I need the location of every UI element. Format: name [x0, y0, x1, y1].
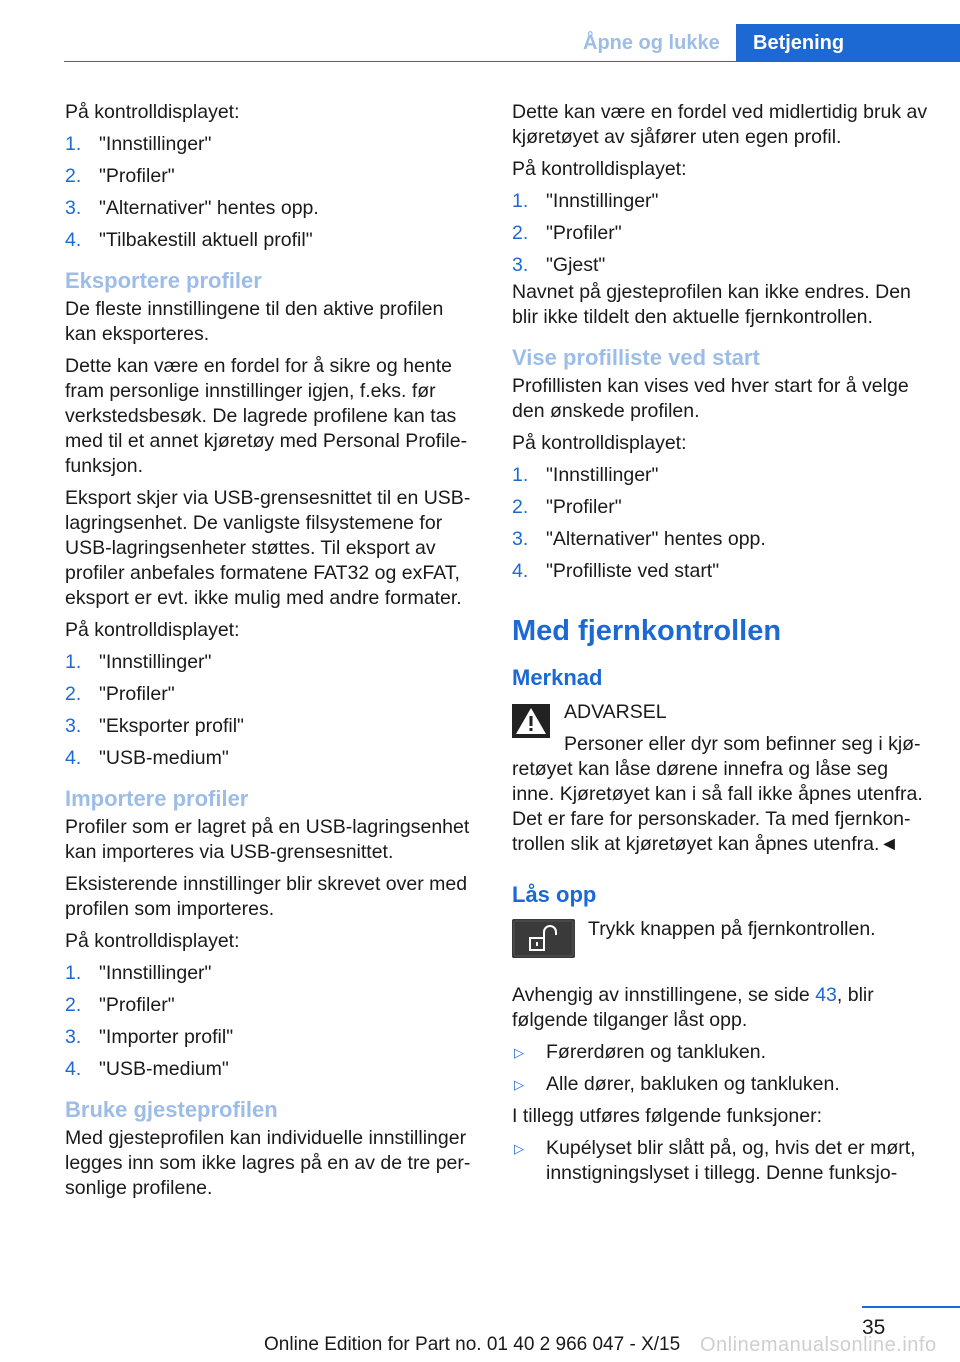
triangle-bullet-icon: ▷	[514, 1045, 524, 1060]
start-paragraph: På kontrolldisplayet:	[512, 432, 687, 454]
unlock-button-icon	[512, 919, 575, 958]
header-section-title[interactable]: Åpne og lukke	[583, 31, 720, 54]
page-header	[0, 0, 960, 62]
list-item: 2. "Profiler"	[65, 165, 175, 187]
unlock-heading: Lås opp	[512, 882, 597, 907]
list-item: 1. "Innstillinger"	[65, 651, 212, 673]
list-item: 2. "Profiler"	[512, 496, 622, 518]
page-number: 35	[862, 1316, 886, 1339]
export-heading: Eksportere profiler	[65, 268, 262, 293]
triangle-bullet-icon: ▷	[514, 1077, 524, 1092]
warning-label: ADVARSEL	[564, 701, 667, 723]
list-item: 3. "Alternativer" hentes opp.	[512, 528, 766, 550]
list-item: ▷ Førerdøren og tankluken.	[514, 1041, 767, 1063]
list-item: 3. "Eksporter profil"	[65, 715, 244, 737]
list-item: 3. "Importer profil"	[65, 1026, 234, 1048]
page-link[interactable]: 43	[815, 984, 837, 1006]
list-item: 1. "Innstillinger"	[65, 962, 212, 984]
unlock-instruction	[512, 917, 928, 965]
import-heading: Importere profiler	[65, 786, 249, 811]
guest-heading: Bruke gjesteprofilen	[65, 1097, 278, 1122]
watermark: Onlinemanualsonline.info	[700, 1334, 937, 1356]
list-item: 2. "Profiler"	[65, 683, 175, 705]
list-item: 4. "Tilbakestill aktuell profil"	[65, 229, 313, 251]
list-item: 4. "Profilliste ved start"	[512, 560, 720, 582]
start-heading: Vise profilliste ved start	[512, 345, 760, 370]
header-active-tab[interactable]: Betjening	[736, 24, 960, 62]
start-paragraph: Profillisten kan vises ved hver start for å velge den ønskede profilen.	[512, 375, 909, 422]
extra-paragraph: I tillegg utføres følgende funksjoner:	[512, 1105, 822, 1127]
intro-paragraph: På kontrolldisplayet:	[65, 101, 240, 123]
list-item: 3. "Alternativer" hentes opp.	[65, 197, 319, 219]
import-paragraph: Profiler som er lagret på en USB-lagringsenhet kan importeres via USB-grensesnittet.	[65, 816, 470, 863]
guest-paragraph: På kontrolldisplayet:	[512, 158, 687, 180]
list-item: 3. "Gjest"	[512, 254, 606, 276]
export-steps-list	[65, 650, 480, 771]
list-item: 1. "Innstillinger"	[65, 133, 212, 155]
export-paragraph: Dette kan være en fordel for å sikre og hente fram personlige innstillinger igjen, f.eks. før verkstedsbesøk. De lagrede profilene kan tas med til et annet kjøretøy med Personal Profile-funksjon.	[65, 355, 468, 477]
functions-list	[512, 1136, 928, 1186]
settings-steps-list	[65, 132, 480, 253]
export-paragraph: De fleste innstillingene til den aktive profilen kan eksporteres.	[65, 298, 444, 345]
list-item: ▷ Kupélyset blir slått på, og, hvis det er mørt, innstigningslyset i tillegg. Denne funksjo-	[514, 1137, 916, 1184]
list-item: 2. "Profiler"	[65, 994, 175, 1016]
note-heading: Merknad	[512, 665, 603, 690]
triangle-bullet-icon: ▷	[514, 1141, 524, 1156]
import-paragraph: Eksisterende innstillinger blir skrevet over med profilen som importeres.	[65, 873, 468, 920]
footer-rule	[862, 1306, 960, 1308]
import-steps-list	[65, 961, 480, 1082]
right-column	[512, 100, 928, 1196]
warning-box	[512, 700, 928, 857]
guest-paragraph: Navnet på gjesteprofilen kan ikke endres. Den blir ikke tildelt den aktuelle fjernkontrollen.	[512, 281, 911, 328]
warning-triangle-icon	[512, 704, 550, 738]
unlock-text: Trykk knappen på fjernkontrollen.	[588, 918, 876, 940]
list-item: 4. "USB-medium"	[65, 747, 229, 769]
header-rule	[64, 61, 960, 62]
edition-text: Online Edition for Part no. 01 40 2 966 047 - X/15	[264, 1334, 681, 1355]
list-item: 1. "Innstillinger"	[512, 190, 659, 212]
list-item: 1. "Innstillinger"	[512, 464, 659, 486]
guest-steps-list	[512, 189, 928, 278]
export-paragraph: Eksport skjer via USB-grensesnittet til en USB-lagringsenhet. De vanligste filsystemene for USB-lagringsenheter støttes. Til eksport av profiler anbefales formatene FAT32 og exFAT, eksport er evt. ikke mulig med andre formater.	[65, 487, 471, 609]
export-paragraph: På kontrolldisplayet:	[65, 619, 240, 641]
depend-paragraph: Avhengig av innstillingene, se side 43, blir følgende tilganger låst opp.	[512, 984, 874, 1031]
list-item: 4. "USB-medium"	[65, 1058, 229, 1080]
list-item: ▷ Alle dører, bakluken og tankluken.	[514, 1073, 840, 1095]
warning-text: Personer eller dyr som befinner seg i kjø-retøyet kan låse dørene innefra og låse seg inne. Kjøretøyet kan i så fall ikke åpnes utenfra. Det er fare for personskader. Ta med fjernkon-trollen slik at kjøretøyet kan åpnes utenfra.◄	[512, 733, 923, 855]
list-item: 2. "Profiler"	[512, 222, 622, 244]
guest-paragraph: Dette kan være en fordel ved midlertidig bruk av kjøretøyet av sjåfører uten egen profil.	[512, 101, 928, 148]
import-paragraph: På kontrolldisplayet:	[65, 930, 240, 952]
unlock-access-list	[512, 1040, 928, 1097]
left-column	[65, 100, 480, 1208]
guest-paragraph: Med gjesteprofilen kan individuelle innstillinger legges inn som ikke lagres på en av de tre per-sonlige profilene.	[65, 1127, 471, 1199]
start-steps-list	[512, 463, 928, 584]
remote-heading: Med fjernkontrollen	[512, 615, 782, 647]
